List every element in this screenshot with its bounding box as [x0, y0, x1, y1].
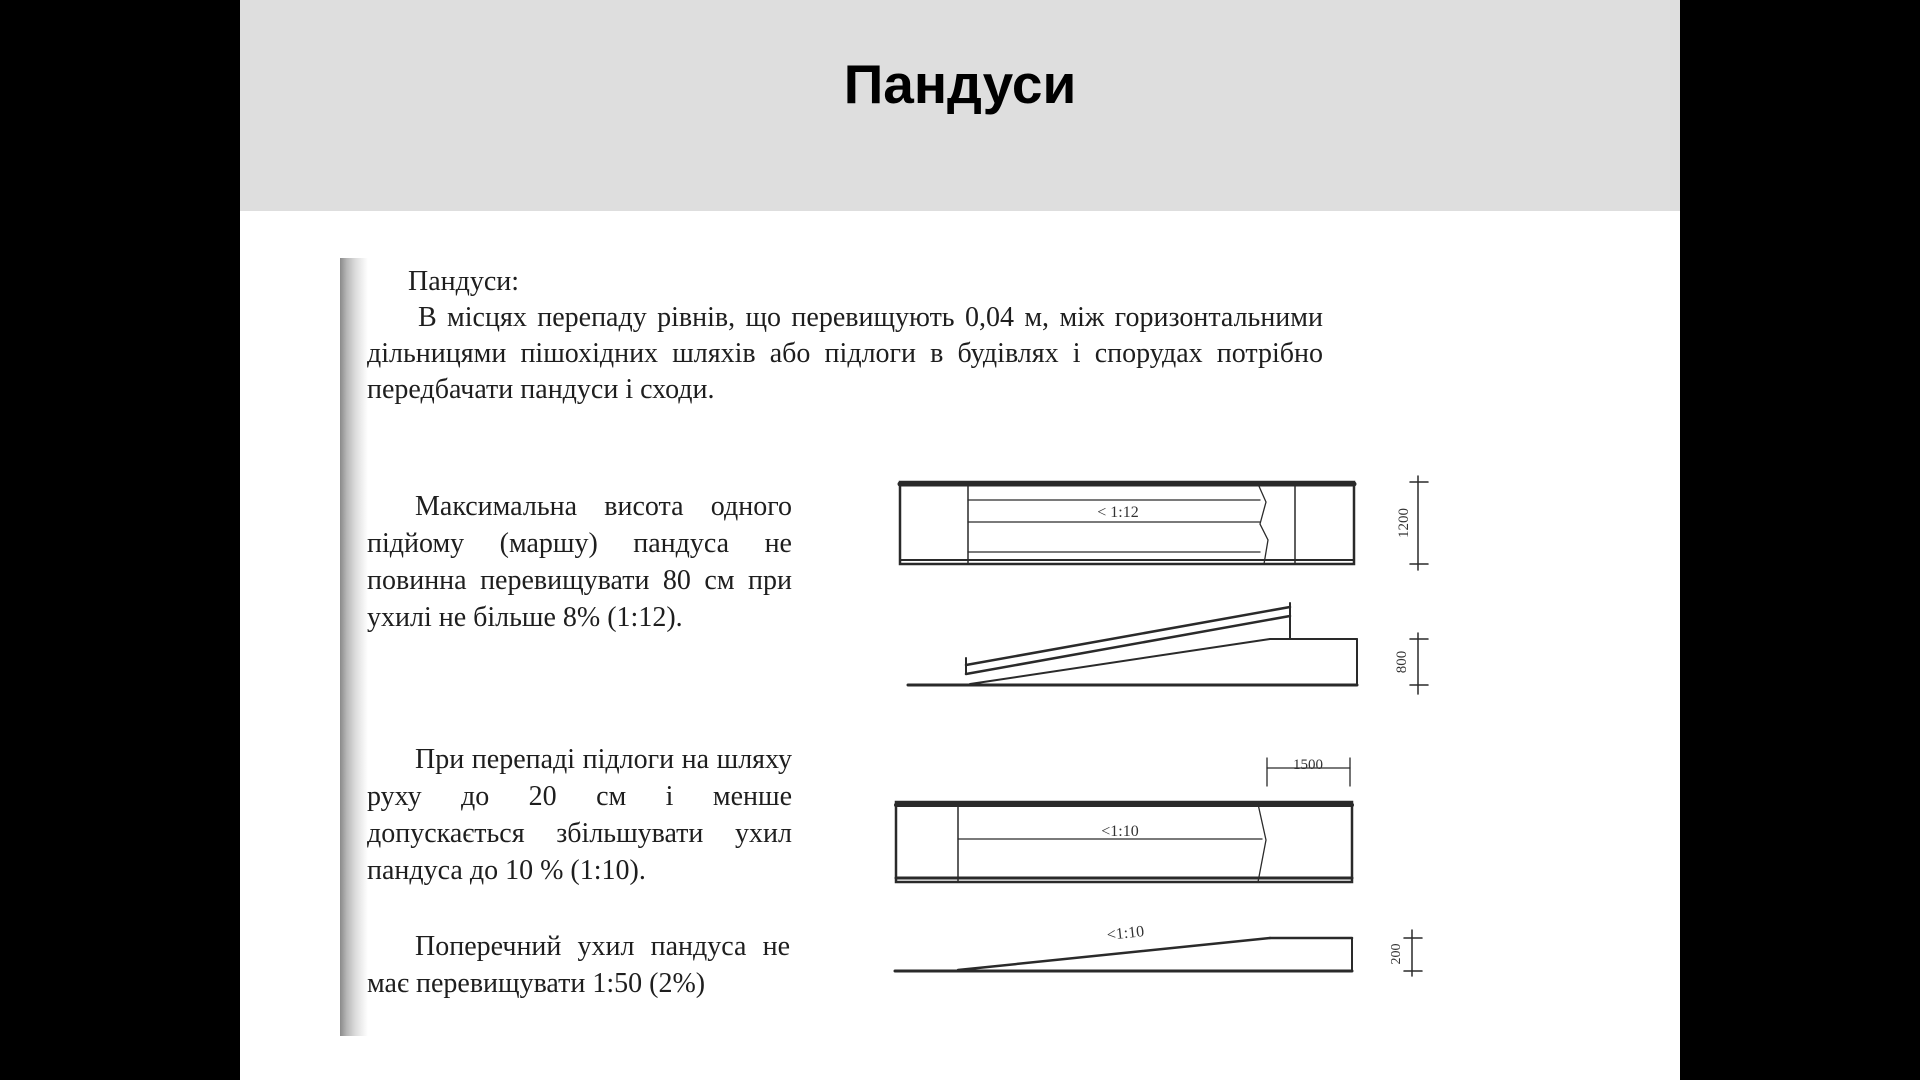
slide: [240, 0, 1680, 1080]
ramp-section-2: [895, 930, 1422, 976]
ramp-drawings: [340, 258, 1412, 1036]
scanned-page: [340, 258, 1412, 1036]
plan-2-landing-label: 1500: [1293, 757, 1323, 773]
floor-drop-paragraph: При перепаді підлоги на шляху руху до 20 см і менше допускається збільшувати ухил пандуса до 10 % (1:10).: [367, 744, 792, 886]
plan-1-slope-label: < 1:12: [1097, 504, 1139, 521]
section-2-height-label: 200: [1389, 943, 1404, 965]
ramp-plan-1: [900, 476, 1428, 570]
cross-slope-paragraph: Поперечний ухил пандуса не має перевищувати 1:50 (2%): [367, 931, 790, 999]
section-2-slope-label: <1:10: [1106, 923, 1146, 944]
max-height-paragraph: Максимальна висота одного підйому (маршу) пандуса не повинна перевищувати 80 см при ухилі не більше 8% (1:12).: [367, 491, 792, 633]
slide-header: [240, 0, 1680, 211]
ramp-plan-2: [896, 758, 1352, 882]
section-heading: Пандуси:: [408, 266, 520, 297]
intro-paragraph: В місцях перепаду рівнів, що перевищують 0,04 м, між горизонтальними дільницями пішохідних шляхів або підлоги в будівлях і спорудах потрібно передбачати пандуси і сходи.: [367, 302, 1323, 405]
ramp-section-1: [908, 603, 1428, 694]
slide-title: Пандуси: [843, 53, 1077, 115]
plan-2-slope-label: <1:10: [1101, 823, 1139, 840]
section-1-height-label: 800: [1394, 650, 1410, 674]
plan-1-width-label: 1200: [1396, 508, 1412, 538]
